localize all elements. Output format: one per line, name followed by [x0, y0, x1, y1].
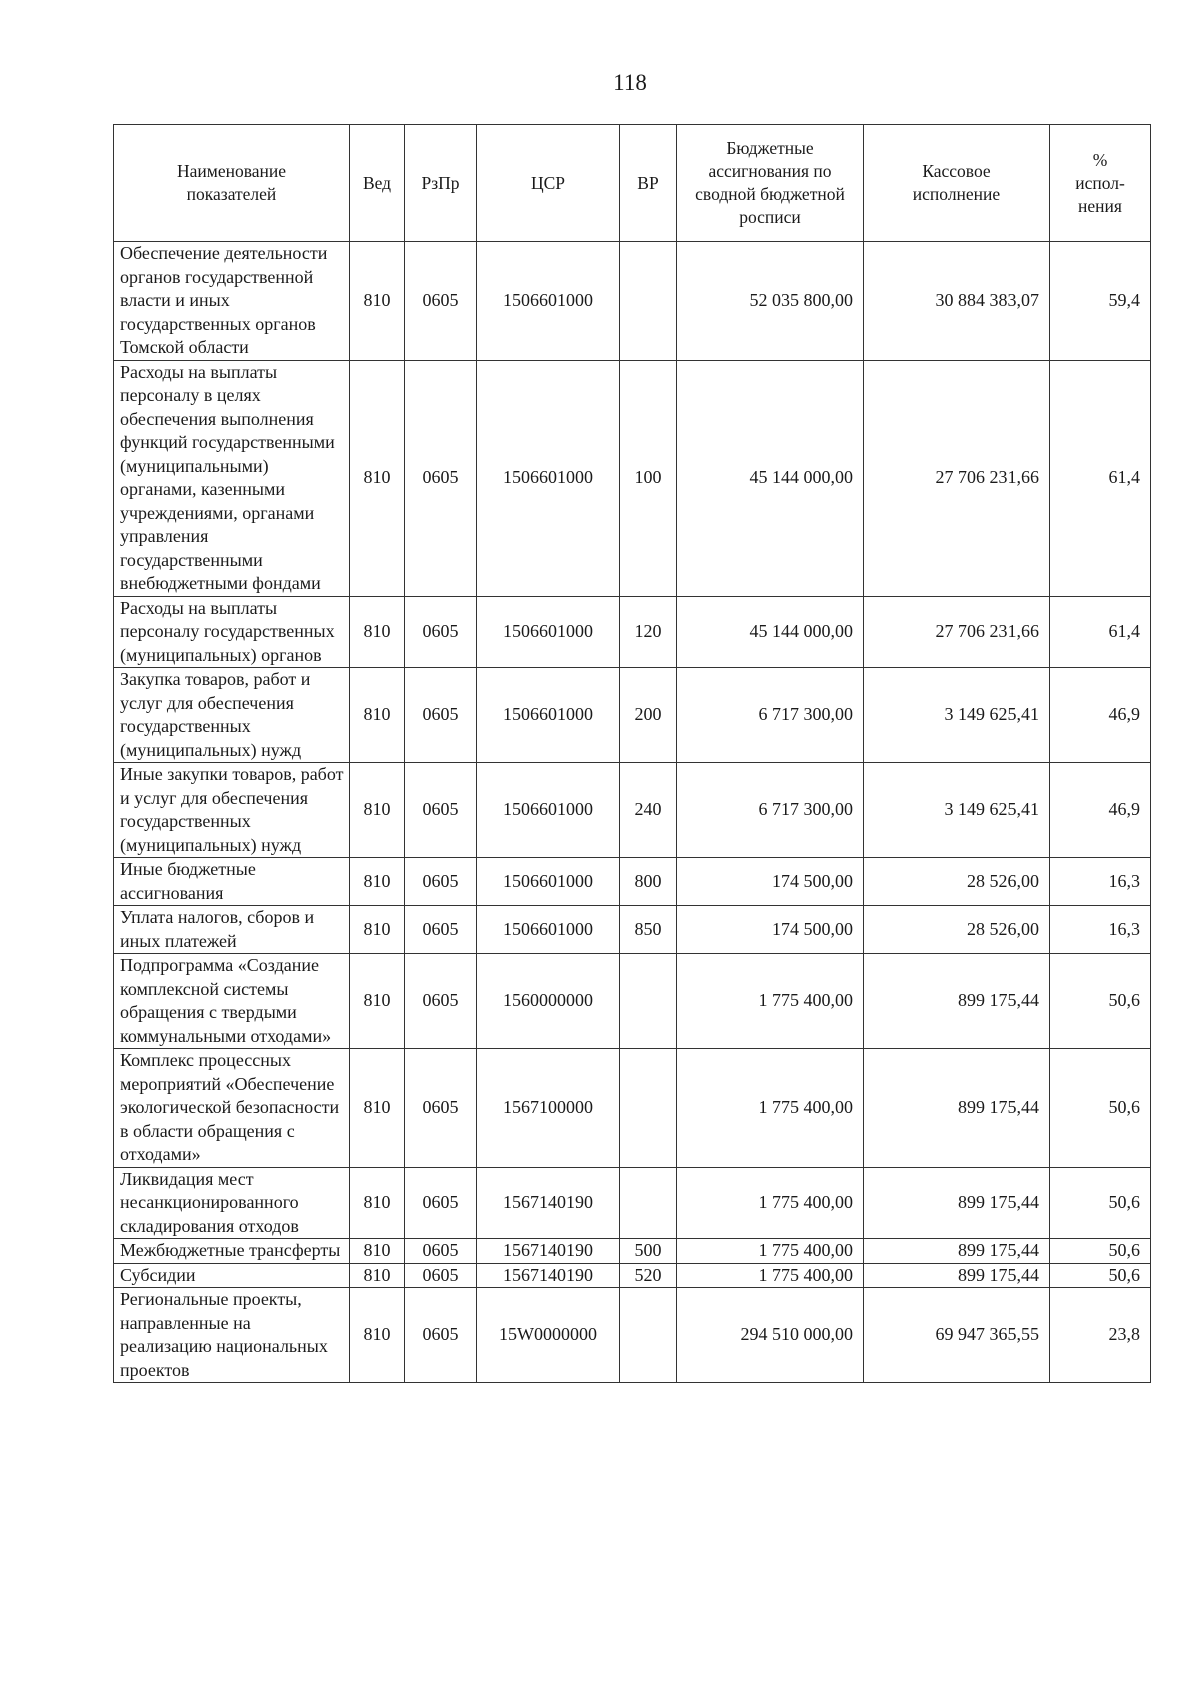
cell-cash-execution: 69 947 365,55	[864, 1288, 1050, 1383]
cell-cash-execution: 3 149 625,41	[864, 763, 1050, 858]
cell-vr: 120	[620, 596, 677, 668]
table-row	[114, 954, 1151, 1049]
cell-name: Иные закупки товаров, работ и услуг для обеспечения государственных (муниципальных) нужд	[114, 763, 350, 858]
cell-csr: 1506601000	[477, 360, 620, 596]
cell-csr: 1506601000	[477, 242, 620, 361]
cell-cash-execution: 899 175,44	[864, 954, 1050, 1049]
header-ved: Вед	[350, 125, 405, 242]
cell-rzpr: 0605	[405, 1263, 477, 1288]
cell-vr: 800	[620, 858, 677, 906]
cell-vr: 100	[620, 360, 677, 596]
table-header-row	[114, 125, 1151, 242]
cell-csr: 1506601000	[477, 906, 620, 954]
cell-csr: 1567140190	[477, 1239, 620, 1264]
cell-name: Уплата налогов, сборов и иных платежей	[114, 906, 350, 954]
cell-name: Расходы на выплаты персоналу в целях обеспечения выполнения функций государственными (муниципальными) органами, казенными учреждениями, органами управления государственными внебюджетными фондами	[114, 360, 350, 596]
cell-vr	[620, 242, 677, 361]
cell-assignments: 174 500,00	[677, 906, 864, 954]
table-row	[114, 1239, 1151, 1264]
cell-name: Расходы на выплаты персоналу государственных (муниципальных) органов	[114, 596, 350, 668]
cell-assignments: 174 500,00	[677, 858, 864, 906]
cell-cash-execution: 3 149 625,41	[864, 668, 1050, 763]
cell-ved: 810	[350, 596, 405, 668]
cell-percent: 59,4	[1050, 242, 1151, 361]
cell-assignments: 1 775 400,00	[677, 1167, 864, 1239]
cell-csr: 1506601000	[477, 668, 620, 763]
table-row	[114, 858, 1151, 906]
cell-rzpr: 0605	[405, 668, 477, 763]
cell-percent: 50,6	[1050, 1049, 1151, 1168]
page-number: 118	[613, 70, 647, 95]
cell-percent: 61,4	[1050, 596, 1151, 668]
cell-rzpr: 0605	[405, 596, 477, 668]
cell-rzpr: 0605	[405, 954, 477, 1049]
cell-ved: 810	[350, 1239, 405, 1264]
cell-cash-execution: 899 175,44	[864, 1263, 1050, 1288]
cell-csr: 1506601000	[477, 858, 620, 906]
header-csr: ЦСР	[477, 125, 620, 242]
cell-cash-execution: 899 175,44	[864, 1167, 1050, 1239]
cell-rzpr: 0605	[405, 858, 477, 906]
cell-vr: 520	[620, 1263, 677, 1288]
cell-cash-execution: 28 526,00	[864, 858, 1050, 906]
table-row	[114, 668, 1151, 763]
cell-ved: 810	[350, 1049, 405, 1168]
header-name: Наименование показателей	[114, 125, 350, 242]
cell-vr	[620, 954, 677, 1049]
budget-table	[113, 124, 1151, 1383]
cell-csr: 1506601000	[477, 596, 620, 668]
cell-percent: 50,6	[1050, 1167, 1151, 1239]
cell-csr: 1506601000	[477, 763, 620, 858]
cell-assignments: 1 775 400,00	[677, 954, 864, 1049]
cell-assignments: 1 775 400,00	[677, 1049, 864, 1168]
cell-ved: 810	[350, 954, 405, 1049]
table-row	[114, 242, 1151, 361]
cell-ved: 810	[350, 858, 405, 906]
cell-vr	[620, 1049, 677, 1168]
cell-assignments: 52 035 800,00	[677, 242, 864, 361]
cell-percent: 61,4	[1050, 360, 1151, 596]
table-row	[114, 763, 1151, 858]
cell-percent: 23,8	[1050, 1288, 1151, 1383]
cell-rzpr: 0605	[405, 1239, 477, 1264]
cell-assignments: 6 717 300,00	[677, 763, 864, 858]
cell-ved: 810	[350, 763, 405, 858]
table-row	[114, 1288, 1151, 1383]
header-percent: % испол-нения	[1050, 125, 1151, 242]
cell-percent: 46,9	[1050, 668, 1151, 763]
cell-vr: 200	[620, 668, 677, 763]
cell-csr: 15W0000000	[477, 1288, 620, 1383]
cell-cash-execution: 27 706 231,66	[864, 596, 1050, 668]
cell-percent: 50,6	[1050, 1263, 1151, 1288]
cell-percent: 50,6	[1050, 1239, 1151, 1264]
cell-percent: 16,3	[1050, 858, 1151, 906]
table-row	[114, 906, 1151, 954]
cell-ved: 810	[350, 242, 405, 361]
cell-name: Подпрограмма «Создание комплексной системы обращения с твердыми коммунальными отходами»	[114, 954, 350, 1049]
cell-ved: 810	[350, 668, 405, 763]
cell-ved: 810	[350, 1167, 405, 1239]
cell-rzpr: 0605	[405, 360, 477, 596]
cell-vr: 500	[620, 1239, 677, 1264]
cell-percent: 50,6	[1050, 954, 1151, 1049]
cell-rzpr: 0605	[405, 1167, 477, 1239]
table-row	[114, 1049, 1151, 1168]
cell-cash-execution: 27 706 231,66	[864, 360, 1050, 596]
cell-csr: 1567140190	[477, 1263, 620, 1288]
cell-csr: 1560000000	[477, 954, 620, 1049]
cell-percent: 46,9	[1050, 763, 1151, 858]
table-row	[114, 1263, 1151, 1288]
header-vr: ВР	[620, 125, 677, 242]
cell-cash-execution: 30 884 383,07	[864, 242, 1050, 361]
cell-cash-execution: 899 175,44	[864, 1239, 1050, 1264]
cell-rzpr: 0605	[405, 763, 477, 858]
cell-csr: 1567100000	[477, 1049, 620, 1168]
cell-csr: 1567140190	[477, 1167, 620, 1239]
cell-percent: 16,3	[1050, 906, 1151, 954]
cell-name: Иные бюджетные ассигнования	[114, 858, 350, 906]
cell-assignments: 1 775 400,00	[677, 1239, 864, 1264]
cell-vr	[620, 1288, 677, 1383]
cell-ved: 810	[350, 1263, 405, 1288]
cell-name: Обеспечение деятельности органов государственной власти и иных государственных органов Томской области	[114, 242, 350, 361]
cell-cash-execution: 899 175,44	[864, 1049, 1050, 1168]
cell-ved: 810	[350, 1288, 405, 1383]
header-assignments: Бюджетные ассигнования по сводной бюджетной росписи	[677, 125, 864, 242]
header-rzpr: РзПр	[405, 125, 477, 242]
cell-name: Комплекс процессных мероприятий «Обеспечение экологической безопасности в области обращения с отходами»	[114, 1049, 350, 1168]
cell-name: Региональные проекты, направленные на реализацию национальных проектов	[114, 1288, 350, 1383]
cell-rzpr: 0605	[405, 1288, 477, 1383]
cell-name: Закупка товаров, работ и услуг для обеспечения государственных (муниципальных) нужд	[114, 668, 350, 763]
cell-vr	[620, 1167, 677, 1239]
cell-assignments: 45 144 000,00	[677, 596, 864, 668]
cell-assignments: 45 144 000,00	[677, 360, 864, 596]
cell-rzpr: 0605	[405, 1049, 477, 1168]
cell-ved: 810	[350, 360, 405, 596]
table-row	[114, 360, 1151, 596]
cell-cash-execution: 28 526,00	[864, 906, 1050, 954]
table-row	[114, 1167, 1151, 1239]
cell-assignments: 6 717 300,00	[677, 668, 864, 763]
cell-name: Межбюджетные трансферты	[114, 1239, 350, 1264]
cell-rzpr: 0605	[405, 242, 477, 361]
cell-assignments: 294 510 000,00	[677, 1288, 864, 1383]
cell-assignments: 1 775 400,00	[677, 1263, 864, 1288]
cell-vr: 850	[620, 906, 677, 954]
cell-name: Субсидии	[114, 1263, 350, 1288]
cell-name: Ликвидация мест несанкционированного складирования отходов	[114, 1167, 350, 1239]
cell-ved: 810	[350, 906, 405, 954]
table-row	[114, 596, 1151, 668]
header-cash-execution: Кассовое исполнение	[864, 125, 1050, 242]
cell-vr: 240	[620, 763, 677, 858]
cell-rzpr: 0605	[405, 906, 477, 954]
